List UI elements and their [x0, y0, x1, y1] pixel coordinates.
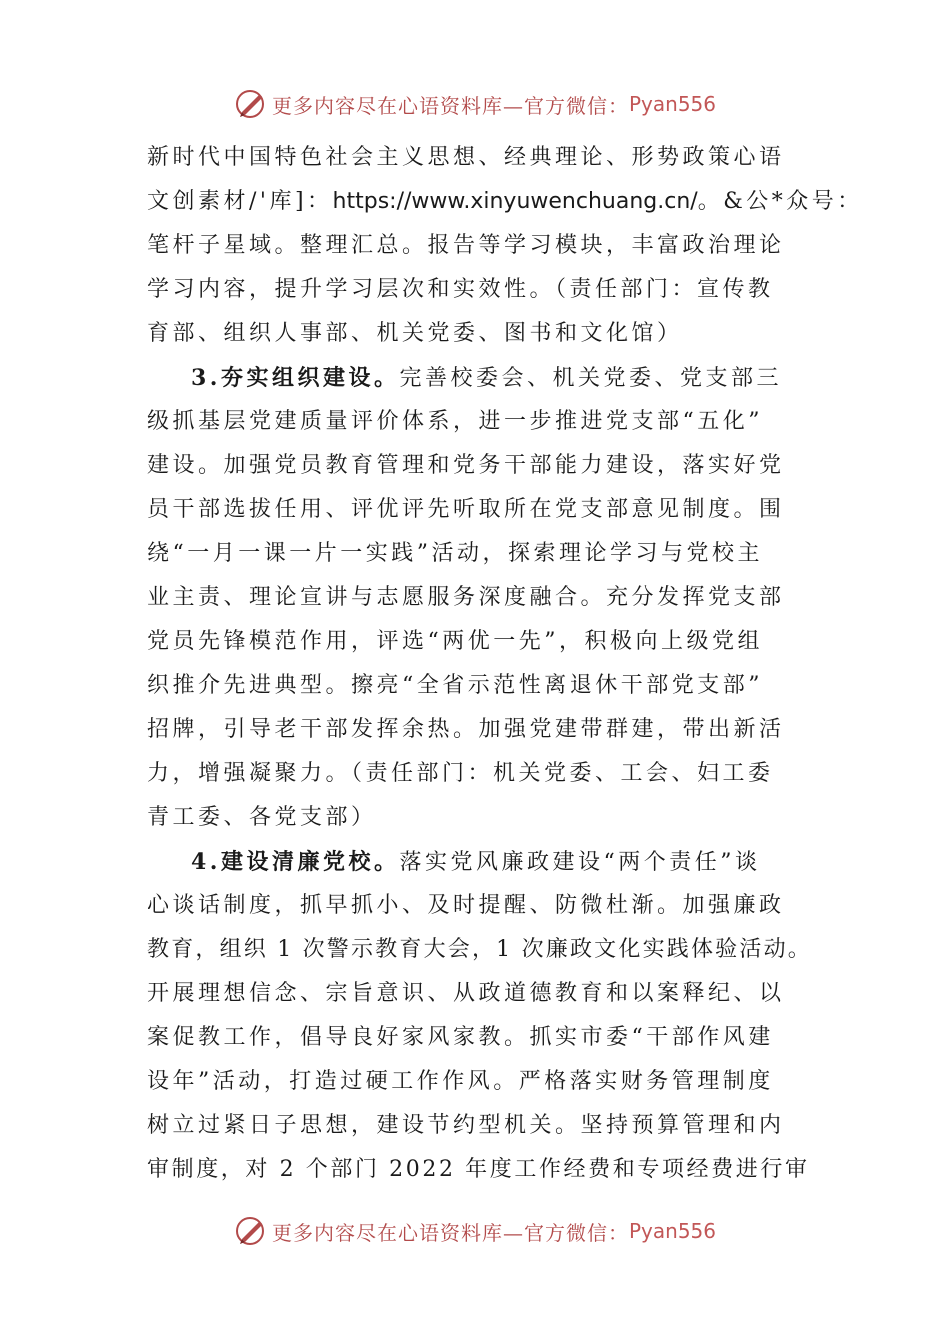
body-text: 。&公*众号： [697, 189, 863, 214]
banner-brand: Pyan556 [628, 92, 716, 116]
body-line: 开展理想信念、宗旨意识、从政道德教育和以案释纪、以 [147, 981, 785, 1006]
body-text: 文创素材/'库]： [147, 189, 333, 214]
body-line: 学习内容，提升学习层次和实效性。（责任部门：宣传教 [147, 277, 774, 302]
body-line: 笔杆子星域。整理汇总。报告等学习模块，丰富政治理论 [147, 233, 785, 258]
body-line: 级抓基层党建质量评价体系，进一步推进党支部“五化” [147, 409, 763, 434]
body-line: 织推介先进典型。擦亮“全省示范性离退休干部党支部” [147, 673, 763, 698]
pen-logo-icon [234, 87, 268, 121]
pen-logo-icon [234, 1214, 268, 1248]
body-line: 党员先锋模范作用，评选“两优一先”，积极向上级党组 [147, 629, 763, 654]
body-line: 招牌，引导老干部发挥余热。加强党建带群建，带出新活 [147, 717, 785, 742]
body-line [147, 182, 863, 222]
section-3-first-line [191, 358, 782, 398]
website-url: https://www.xinyuwenchuang.cn/ [332, 189, 698, 214]
body-line: 新时代中国特色社会主义思想、经典理论、形势政策心语 [147, 145, 785, 170]
body-line: 案促教工作，倡导良好家风家教。抓实市委“干部作风建 [147, 1025, 774, 1050]
footer-watermark-banner [0, 1211, 950, 1251]
body-text: 落实党风廉政建设“两个责任”谈 [399, 850, 761, 875]
body-line: 绕“一月一课一片一实践”活动，探索理论学习与党校主 [147, 541, 763, 566]
body-line: 树立过紧日子思想，建设节约型机关。坚持预算管理和内 [147, 1113, 785, 1138]
body-line: 教育，组织 1 次警示教育大会，1 次廉政文化实践体验活动。 [147, 937, 812, 962]
body-line: 建设。加强党员教育管理和党务干部能力建设，落实好党 [147, 453, 785, 478]
body-line: 力，增强凝聚力。（责任部门：机关党委、工会、妇工委 [147, 761, 774, 786]
banner-text: 更多内容尽在心语资料库—官方微信： [271, 1220, 629, 1245]
body-line: 青工委、各党支部） [147, 805, 377, 830]
body-line: 心谈话制度，抓早抓小、及时提醒、防微杜渐。加强廉政 [147, 893, 785, 918]
banner-text: 更多内容尽在心语资料库—官方微信： [271, 93, 629, 118]
body-line: 审制度，对 2 个部门 2022 年度工作经费和专项经费进行审 [147, 1157, 810, 1182]
banner-brand: Pyan556 [628, 1219, 716, 1243]
body-line: 设年”活动，打造过硬工作作风。严格落实财务管理制度 [147, 1069, 774, 1094]
section-4-heading: 4.建设清廉党校。 [191, 849, 400, 875]
body-line: 育部、组织人事部、机关党委、图书和文化馆） [147, 321, 683, 346]
section-3-heading: 3.夯实组织建设。 [191, 365, 400, 391]
header-watermark-banner [0, 84, 950, 124]
body-text: 完善校委会、机关党委、党支部三 [399, 366, 782, 391]
body-line: 业主责、理论宣讲与志愿服务深度融合。充分发挥党支部 [147, 585, 785, 610]
section-4-first-line [191, 842, 760, 882]
body-line: 员干部选拔任用、评优评先听取所在党支部意见制度。围 [147, 497, 785, 522]
